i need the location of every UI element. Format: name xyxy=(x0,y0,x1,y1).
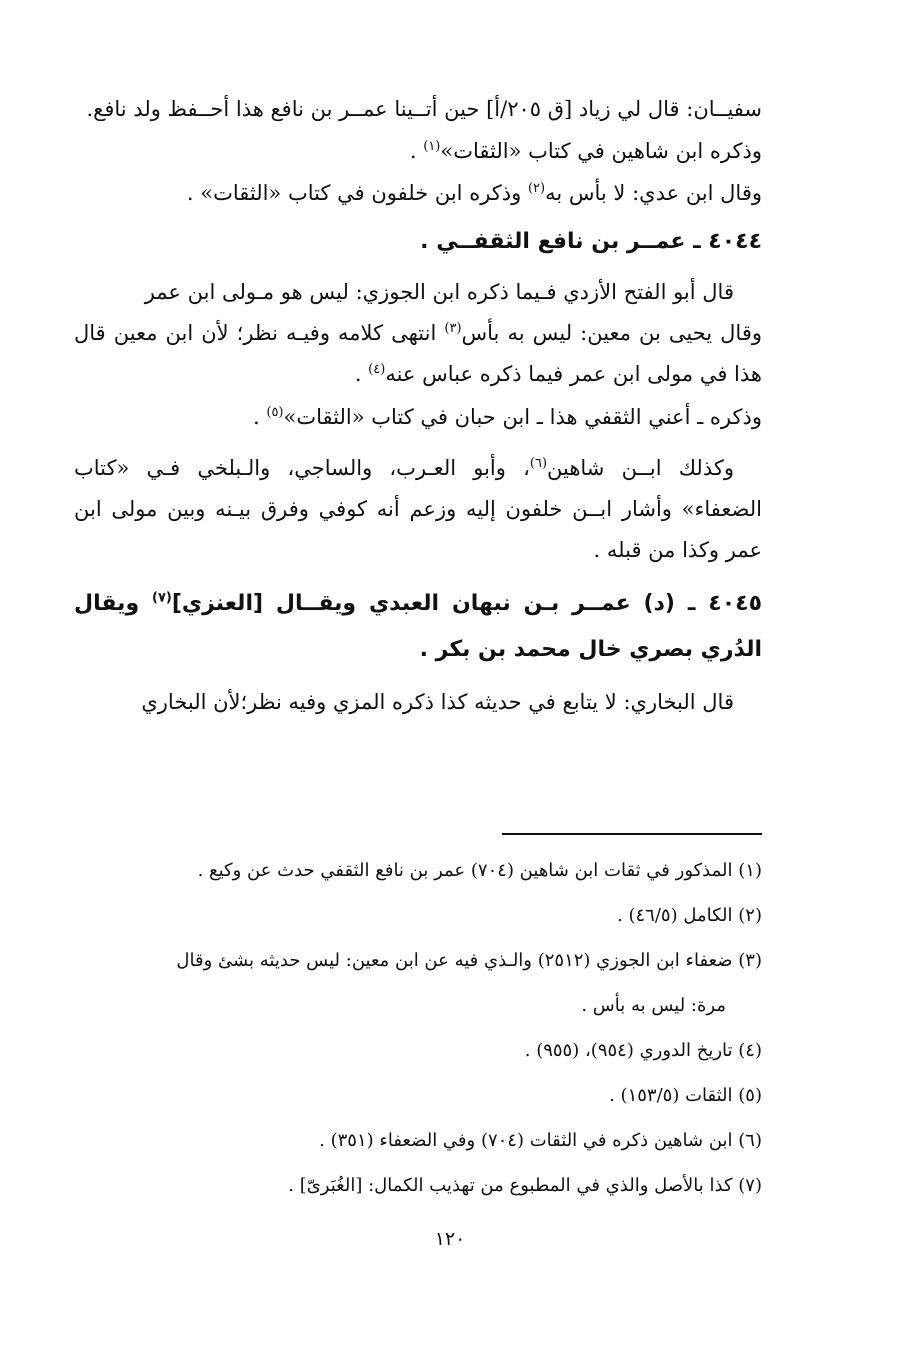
footnote: (١) المذكور في ثقات ابن شاهين (٧٠٤) عمر بن نافع الثقفي حدث عن وكيع . xyxy=(197,860,762,881)
entry-heading: ٤٠٤٤ ـ عمــر بن نافع الثقفــي . xyxy=(420,229,762,254)
paragraph: قال البخاري: لا يتابع في حديثه كذا ذكره المزي وفيه نظر؛لأن البخاري xyxy=(141,690,734,714)
footnote: (٥) الثقات (١٥٣/٥) . xyxy=(609,1085,762,1106)
paragraph: وذكره ابن شاهين في كتاب «الثقات»$^{(١)}$ . xyxy=(409,139,762,163)
footnote-number: (٥) xyxy=(738,1085,762,1106)
paragraph: وذكره ـ أعني الثقفي هذا ـ ابن حبان في كتاب «الثقات»$^{(٥)}$ . xyxy=(253,405,762,429)
footnote: (٤) تاريخ الدوري (٩٥٤)، (٩٥٥) . xyxy=(524,1040,762,1061)
footnote-number: (١) xyxy=(738,860,762,881)
footnote-ref[interactable]: (٧) xyxy=(152,590,172,606)
paragraph: قال أبو الفتح الأزدي فـيما ذكره ابن الجوزي: ليس هو مـولى ابن عمر xyxy=(144,280,734,304)
footnote-divider xyxy=(502,833,762,835)
footnote-ref[interactable]: (٢) xyxy=(527,181,546,196)
footnote-ref[interactable]: (٤) xyxy=(368,362,386,377)
footnote-number: (٣) xyxy=(738,950,762,971)
footnote-ref[interactable]: (٣) xyxy=(444,321,462,336)
footnote-ref[interactable]: (٦) xyxy=(529,456,548,471)
main-text xyxy=(74,88,762,723)
footnote-ref[interactable]: (١) xyxy=(423,139,441,154)
footnote-number: (٢) xyxy=(738,905,762,926)
footnote: (٢) الكامل (٤٦/٥) . xyxy=(617,905,762,926)
entry-heading: ٤٠٤٥ ـ (د) عمــر بـن نبهان العبدي ويقــال [العنزي]$^{(٧)}$ ويقال الدُري بصري خال محمد بن بكر . xyxy=(74,590,763,662)
footnote-ref[interactable]: (٥) xyxy=(266,405,284,420)
paragraph: سفيــان: قال لي زياد [ق ٢٠٥/أ] حين أتــينا عمــر بن نافع هذا أحــفظ ولد نافع. xyxy=(86,97,762,121)
footnote-number: (٦) xyxy=(738,1130,762,1151)
paragraph: وقال ابن عدي: لا بأس به$^{(٢)}$ وذكره ابن خلفون في كتاب «الثقات» . xyxy=(186,181,762,205)
footnote: (٦) ابن شاهين ذكره في الثقات (٧٠٤) وفي الضعفاء (٣٥١) . xyxy=(319,1130,762,1151)
page-number: ١٢٠ xyxy=(434,1228,466,1250)
footnote: (٣) ضعفاء ابن الجوزي (٢٥١٢) والـذي فيه عن ابن معين: ليس حديثه بشئ وقال مرة: ليس به بأس . xyxy=(176,950,762,1016)
paragraph: وقال يحيى بن معين: ليس به بأس$^{(٣)}$ انتهى كلامه وفيـه نظر؛ لأن ابن معين قال هذا في مولى ابن عمر فيما ذكره عباس عنه$^{(٤)}$ . xyxy=(74,321,762,386)
footnotes xyxy=(74,848,762,1208)
footnote-number: (٤) xyxy=(738,1040,762,1061)
footnote: (٧) كذا بالأصل والذي في المطبوع من تهذيب الكمال: [الغُبَرىّ] . xyxy=(288,1175,762,1196)
footnote-number: (٧) xyxy=(738,1175,762,1196)
paragraph: وكذلك ابــن شاهين$^{(٦)}$، وأبو العـرب، والساجي، والـبلخي فـي «كتاب الضعفاء» وأشار ابــن خلفون إليه وزعم أنه كوفي وفرق بيـنه وبين مولى ابن عمر وكذا من قبله . xyxy=(74,456,762,562)
